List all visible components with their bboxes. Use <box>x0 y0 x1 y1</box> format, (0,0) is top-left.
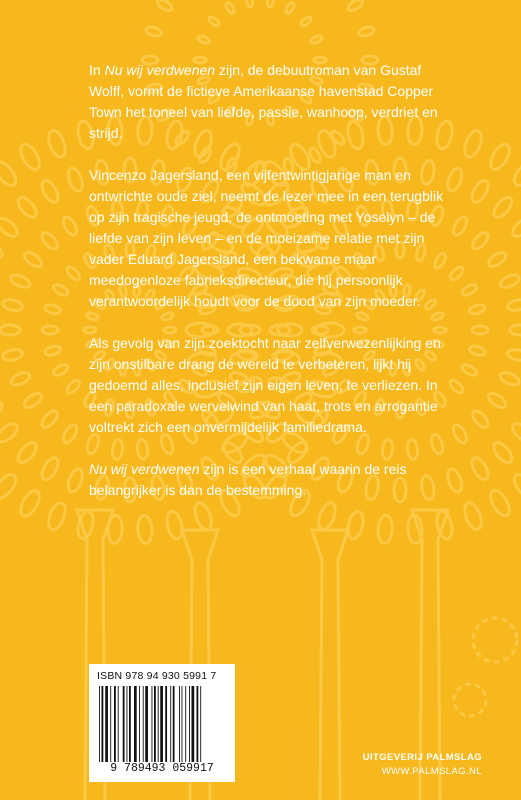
pattern-petal <box>61 215 80 237</box>
pattern-petal <box>65 265 82 282</box>
pattern-petal <box>39 230 60 252</box>
barcode-bar <box>158 686 159 762</box>
blurb-p1-text: zijn, de debuutroman van Gustaf Wolff, vormt de fictieve Amerikaanse havenstad Copper Town het toneel van liefde, passie, wanhoop, verdriet en strijd. <box>89 62 438 141</box>
barcode-number: 9 789493 059917 <box>110 762 214 775</box>
pattern-petal <box>39 455 61 482</box>
isbn-barcode <box>89 664 235 782</box>
pattern-petal <box>498 273 520 290</box>
publisher-url: WWW.PALMSLAG.NL <box>381 766 482 777</box>
barcode-bar <box>102 686 104 762</box>
pattern-petal <box>469 303 487 315</box>
barcode-bar <box>189 686 190 762</box>
barcode-bar <box>114 686 116 762</box>
barcode-bar <box>127 686 128 762</box>
pattern-petal <box>44 345 62 357</box>
pattern-petal <box>207 15 220 27</box>
pattern-petal <box>510 325 521 335</box>
pattern-petal <box>461 501 484 532</box>
pattern-gear <box>454 684 486 716</box>
pattern-petal <box>246 0 254 7</box>
barcode-bar <box>170 686 171 762</box>
pattern-petal <box>507 298 521 312</box>
pattern-petal <box>299 15 312 27</box>
pattern-petal <box>2 348 24 362</box>
barcode-bar <box>129 686 131 762</box>
pattern-petal <box>2 298 24 312</box>
pattern-petal <box>469 345 487 357</box>
pattern-petal <box>470 230 491 252</box>
pattern-petal <box>9 273 31 290</box>
pattern-petal <box>490 440 515 466</box>
pattern-petal <box>472 326 488 334</box>
barcode-bar <box>99 686 100 762</box>
barcode-bar <box>173 686 175 762</box>
pattern-petal <box>39 408 60 430</box>
book-title-italic: Nu wij verdwenen <box>89 461 200 477</box>
barcode-bar <box>105 686 108 762</box>
pattern-petal <box>448 265 465 282</box>
pattern-petal <box>197 35 210 45</box>
pattern-petal <box>0 399 5 421</box>
pattern-petal <box>45 501 68 532</box>
barcode-bar <box>179 686 180 762</box>
pattern-petal <box>65 378 82 395</box>
pattern-petal <box>310 35 323 45</box>
pattern-petal <box>52 363 70 378</box>
barcode-bar <box>182 686 183 762</box>
barcode-bars <box>97 686 227 762</box>
barcode-bar <box>134 686 137 762</box>
pattern-petal <box>507 348 521 362</box>
blurb-paragraph-4 <box>89 459 449 501</box>
blurb-paragraph-1 <box>89 60 449 144</box>
pattern-petal <box>61 423 80 445</box>
pattern-petal <box>460 283 478 298</box>
pattern-petal <box>66 166 85 193</box>
pattern-petal <box>156 0 174 12</box>
barcode-bar <box>185 686 186 762</box>
pattern-petal <box>486 391 508 411</box>
pattern-petal <box>22 391 44 411</box>
pattern-petal <box>487 141 513 172</box>
blurb-paragraph-3: Als gevolg van zijn zoektocht naar zelfverwezenlijking en zijn onstilbare drang de wereld te verbeteren, lijkt hij gedoemd alles, inclusief zijn eigen leven, te verliezen. In een paradoxale wervelwind van haat, trots en arrogantie voltrekt zich een onvermijdelijk familiedrama. <box>89 335 441 435</box>
pattern-petal <box>44 303 62 315</box>
publisher-imprint <box>363 751 482 779</box>
pattern-petal <box>284 1 295 14</box>
pattern-petal <box>0 420 20 445</box>
pattern-petal <box>66 467 85 494</box>
pattern-petal <box>486 250 508 270</box>
barcode-bar <box>123 686 125 762</box>
barcode-bar <box>200 686 201 762</box>
pattern-petal <box>510 471 521 502</box>
pattern-petal <box>15 440 40 466</box>
pattern-petal <box>469 455 491 482</box>
pattern-gear <box>473 618 517 662</box>
barcode-bar <box>145 686 148 762</box>
pattern-petal <box>0 471 20 502</box>
barcode-bar <box>143 686 144 762</box>
barcode-bar <box>165 686 167 762</box>
pattern-petal <box>469 178 491 205</box>
pattern-petal <box>461 128 484 159</box>
pattern-petal <box>52 283 70 298</box>
pattern-petal <box>470 408 491 430</box>
barcode-bar <box>160 686 163 762</box>
pattern-petal <box>346 0 364 12</box>
pattern-petal <box>358 26 376 38</box>
pattern-petal <box>498 370 520 387</box>
pattern-petal <box>451 215 470 237</box>
pattern-petal <box>0 239 5 261</box>
pattern-tower <box>312 530 348 800</box>
book-title-italic: Nu wij verdwenen <box>104 62 216 78</box>
barcode-bar <box>192 686 195 762</box>
pattern-petal <box>15 194 40 220</box>
pattern-petal <box>0 158 20 189</box>
pattern-petal <box>510 215 521 240</box>
barcode-bar <box>154 686 156 762</box>
pattern-petal <box>0 215 20 240</box>
barcode-bar <box>152 686 153 762</box>
barcode-bar <box>197 686 199 762</box>
publisher-name: UITGEVERIJ PALMSLAG <box>362 752 482 763</box>
pattern-petal <box>490 194 515 220</box>
barcode-bar <box>118 686 119 762</box>
pattern-petal <box>266 0 274 7</box>
blurb-p1-intro: In <box>89 62 105 78</box>
barcode-bar <box>139 686 140 762</box>
pattern-petal <box>460 363 478 378</box>
pattern-petal <box>45 128 68 159</box>
pattern-petal <box>510 420 521 445</box>
back-cover-blurb <box>89 60 449 522</box>
pattern-petal <box>487 488 513 519</box>
pattern-petal <box>17 488 43 519</box>
pattern-petal <box>451 423 470 445</box>
barcode-bar <box>110 686 111 762</box>
pattern-petal <box>22 250 44 270</box>
blurb-paragraph-2: Vincenzo Jagersland, een vijfentwintigjarige man en ontwrichte oude ziel, neemt de lezer mee in een terugblik op zijn tragische jeugd, de ontmoeting met Yoselyn – de liefde van zijn leven – en de moeizame relatie met zijn vader Eduard Jagersland, een bekwame maar meedogenloze fabrieksdirecteur, die hij persoonlijk verantwoordelijk houdt voor de dood van zijn moeder. <box>89 167 444 309</box>
isbn-label: ISBN 978 94 930 5991 7 <box>97 670 217 682</box>
pattern-petal <box>42 326 58 334</box>
pattern-petal <box>39 178 61 205</box>
pattern-petal <box>510 158 521 189</box>
pattern-petal <box>17 141 43 172</box>
pattern-petal <box>448 378 465 395</box>
pattern-petal <box>9 370 31 387</box>
pattern-petal <box>145 26 163 38</box>
pattern-petal <box>0 325 20 335</box>
blurb-p4-text: zijn is een verhaal waarin de reis belangrijker is dan de bestemming. <box>89 461 407 498</box>
pattern-petal <box>224 1 235 14</box>
